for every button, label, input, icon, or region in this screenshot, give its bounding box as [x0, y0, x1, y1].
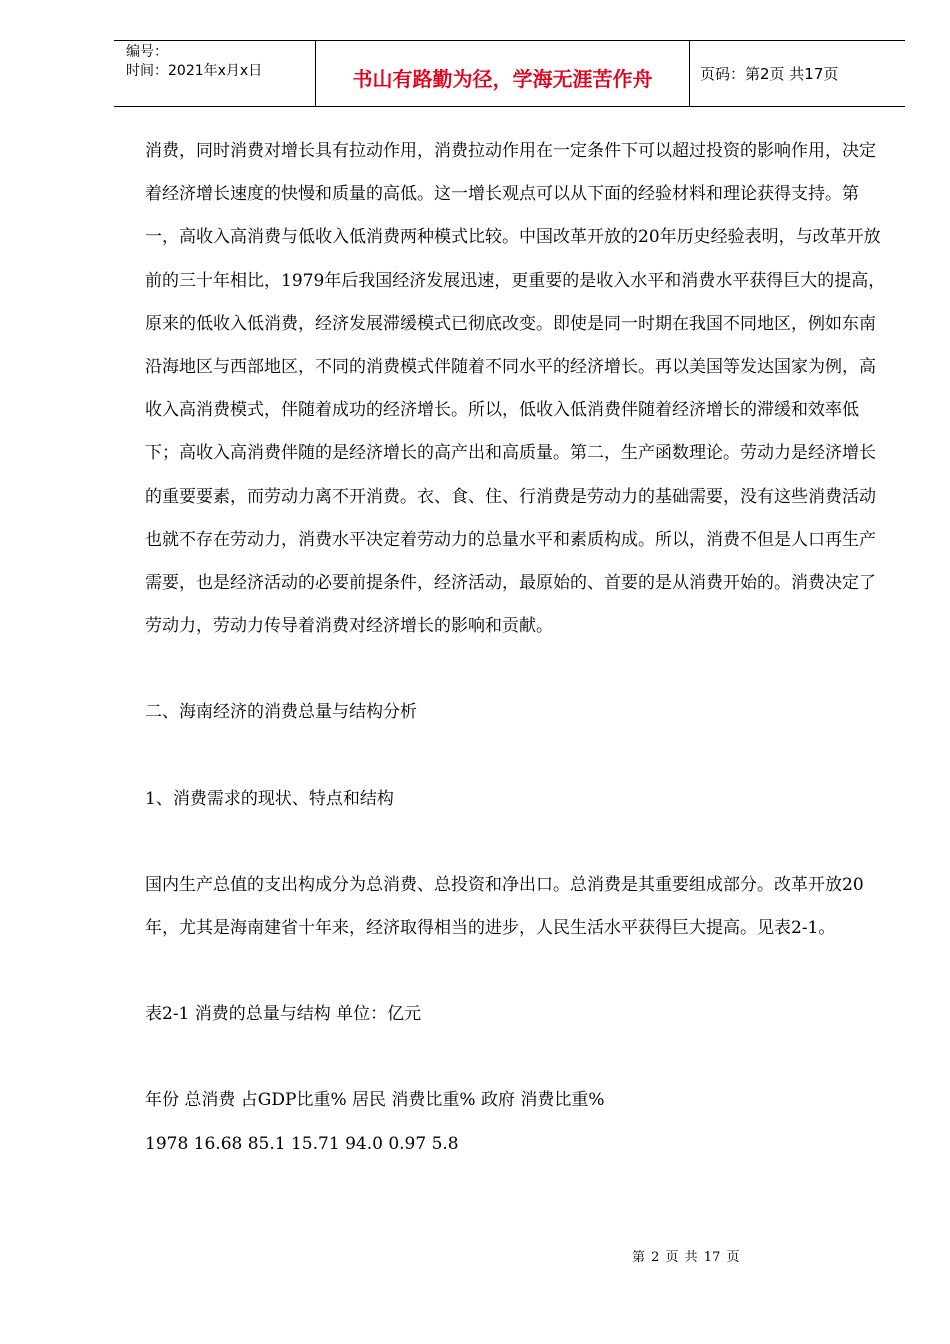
header-meta [114, 41, 316, 106]
section-heading: 二、海南经济的消费总量与结构分析 [145, 702, 417, 723]
page-footer: 第 2 页 共 17 页 [632, 1250, 740, 1265]
header-motto-cell [316, 41, 690, 106]
body-paragraph: 国内生产总值的支出构成分为总消费、总投资和净出口。总消费是其重要组成部分。改革开放20年，尤其是海南建省十年来，经济取得相当的进步，人民生活水平获得巨大提高。见表2-1。 [145, 874, 864, 939]
table-title: 表2-1 消费的总量与结构 单位：亿元 [145, 1004, 422, 1025]
table-header-row: 年份 总消费 占GDP比重% 居民 消费比重% 政府 消费比重% [145, 1090, 605, 1111]
spacer [145, 648, 890, 691]
subsection-heading: 1、消费需求的现状、特点和结构 [145, 788, 394, 809]
header-page-info: 页码：第2页 共17页 [700, 65, 839, 83]
body-paragraph: 消费，同时消费对增长具有拉动作用，消费拉动作用在一定条件下可以超过投资的影响作用，决定着经济增长速度的快慢和质量的高低。这一增长观点可以从下面的经验材料和理论获得支持。第一，高收入高消费与低收入低消费两种模式比较。中国改革开放的20年历史经验表明，与改革开放前的三十年相比，1979年后我国经济发展迅速，更重要的是收入水平和消费水平获得巨大的提高，原来的低收入低消费，经济发展滞缓模式已彻底改变。即使是同一时期在我国不同地区，例如东南沿海地区与西部地区，不同的消费模式伴随着不同水平的经济增长。再以美国等发达国家为例，高收入高消费模式，伴随着成功的经济增长。所以，低收入低消费伴随着经济增长的滞缓和效率低下；高收入高消费伴随的是经济增长的高产出和高质量。第二，生产函数理论。劳动力是经济增长的重要要素，而劳动力离不开消费。衣、食、住、行消费是劳动力的基础需要，没有这些消费活动也就不存在劳动力，消费水平决定着劳动力的总量水平和素质构成。所以，消费不但是人口再生产需要，也是经济活动的必要前提条件，经济活动，最原始的、首要的是从消费开始的。消费决定了劳动力，劳动力传导着消费对经济增长的影响和贡献。 [145, 141, 886, 637]
table-row: 1978 16.68 85.1 15.71 94.0 0.97 5.8 [145, 1133, 459, 1154]
page-header [114, 40, 905, 107]
spacer [145, 950, 890, 993]
document-body [145, 130, 890, 1166]
spacer [145, 821, 890, 864]
header-motto: 书山有路勤为径，学海无涯苦作舟 [352, 67, 653, 91]
document-time-label: 时间：2021年x月x日 [126, 63, 263, 79]
spacer [145, 735, 890, 778]
spacer [145, 1036, 890, 1079]
document-number-label: 编号： [126, 44, 168, 60]
